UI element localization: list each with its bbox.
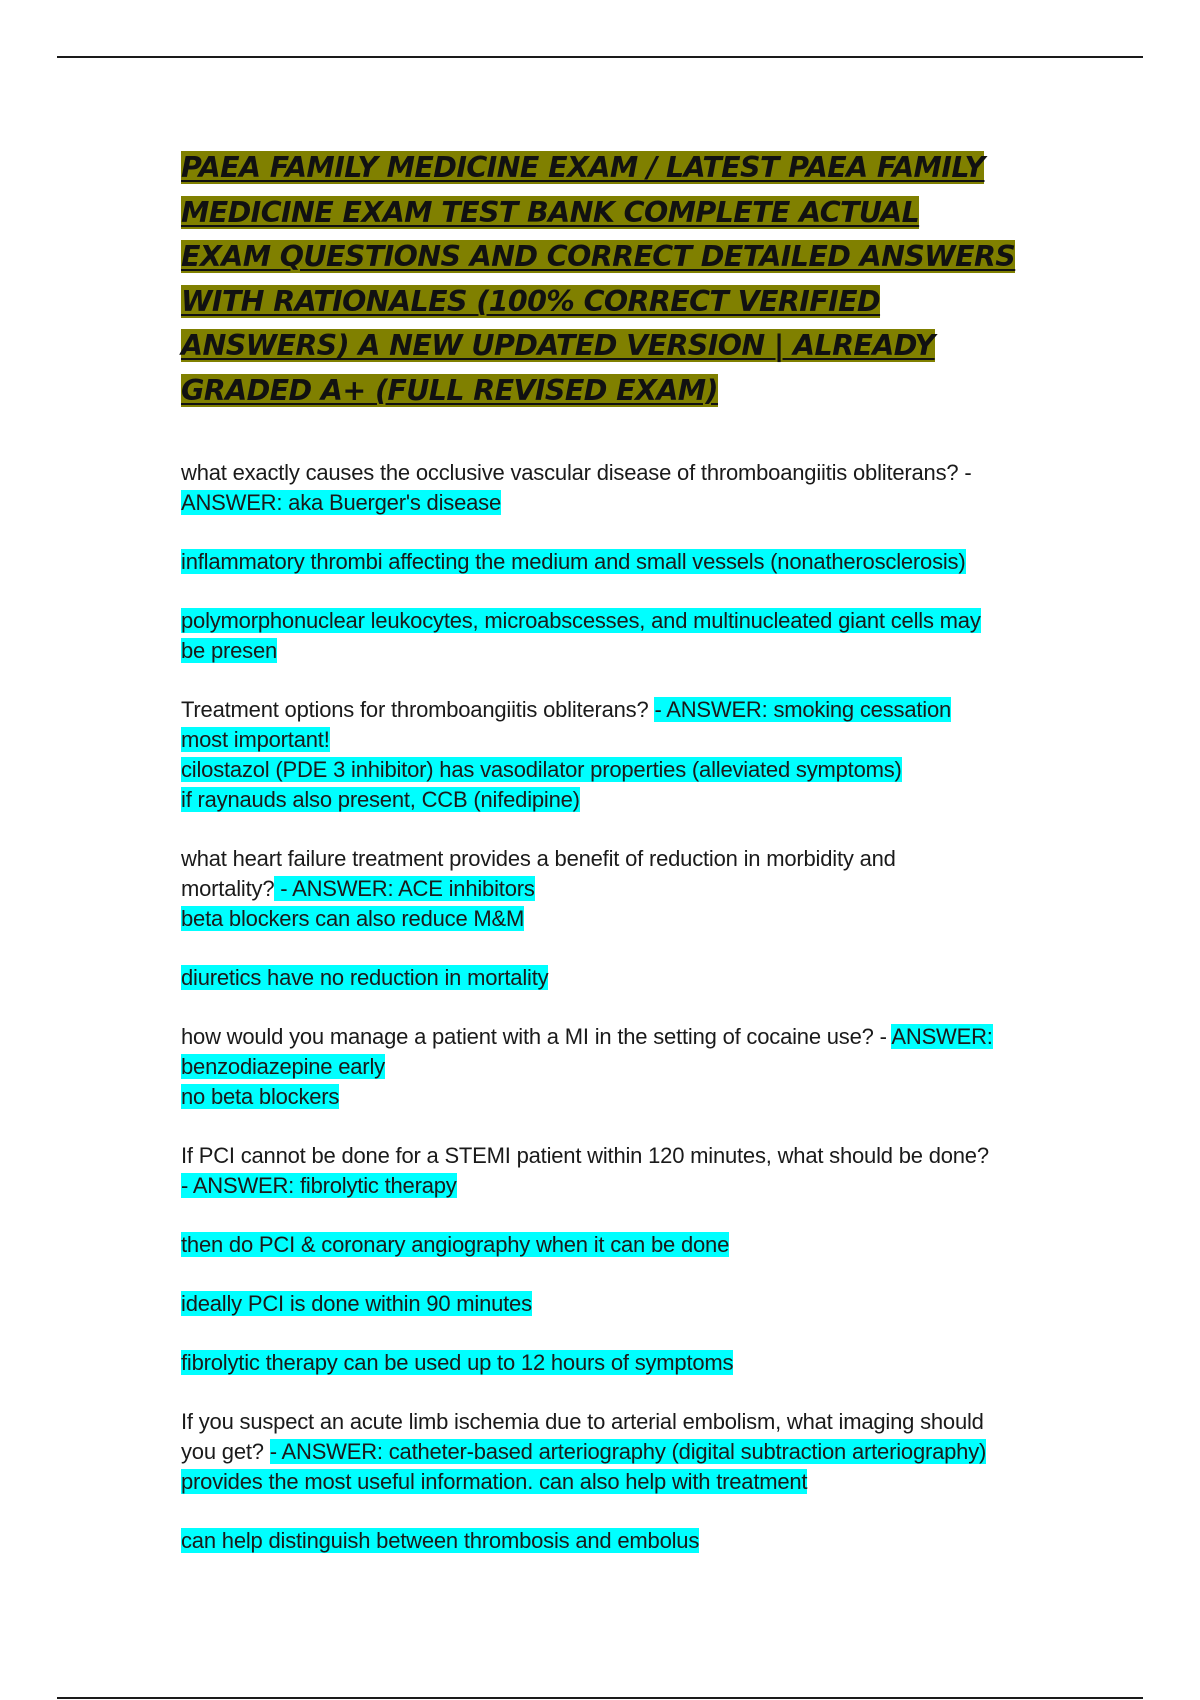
qa-block [181,1230,1016,1260]
text-line [181,1171,1016,1201]
document-title [181,146,1016,414]
answer-text: fibrolytic therapy can be used up to 12 hours of symptoms [181,1349,734,1375]
bottom-rule [57,1697,1143,1699]
answer-text: be presen [181,637,278,663]
answer-text: - ANSWER: ACE inhibitors [274,875,535,901]
question-text: If PCI cannot be done for a STEMI patient within 120 minutes, what should be done? [181,1142,989,1168]
text-line [181,1437,1016,1467]
text-line [181,547,1016,577]
qa-block [181,963,1016,993]
question-text: If you suspect an acute limb ischemia due to arterial embolism, what imaging should [181,1408,984,1434]
question-text: what heart failure treatment provides a benefit of reduction in morbidity and [181,845,896,871]
qa-block [181,1407,1016,1497]
question-text: Treatment options for thromboangiitis obliterans? [181,696,655,722]
question-text: you get? [181,1438,270,1464]
answer-text: provides the most useful information. can also help with treatment [181,1468,808,1494]
qa-block [181,1022,1016,1112]
qa-block [181,1141,1016,1201]
answer-text: - ANSWER: fibrolytic therapy [181,1172,457,1198]
answer-text: ANSWER: aka Buerger's disease [181,489,501,515]
question-text: how would you manage a patient with a MI in the setting of cocaine use? - [181,1023,892,1049]
qa-list [181,458,1016,1556]
text-line [181,725,1016,755]
answer-text: polymorphonuclear leukocytes, microabscesses, and multinucleated giant cells may [181,607,981,633]
answer-text: ideally PCI is done within 90 minutes [181,1290,532,1316]
qa-block [181,844,1016,934]
text-line [181,1526,1016,1556]
text-line [181,1467,1016,1497]
answer-text: ANSWER: [891,1023,993,1049]
answer-text: then do PCI & coronary angiography when it can be done [181,1231,730,1257]
text-line [181,1082,1016,1112]
qa-block [181,1289,1016,1319]
text-line [181,785,1016,815]
text-line [181,606,1016,636]
document-title-text: PAEA FAMILY MEDICINE EXAM / LATEST PAEA FAMILY MEDICINE EXAM TEST BANK COMPLETE ACTUAL EXAM QUESTIONS AND CORRECT DETAILED ANSWERS WITH RATIONALES (100% CORRECT VERIFIED ANSWERS) A NEW UPDATED VERSION | ALREADY GRADED A+ (FULL REVISED EXAM) [181,151,1016,407]
answer-text: - ANSWER: catheter-based arteriography (digital subtraction arteriography) [269,1438,987,1464]
qa-block [181,1348,1016,1378]
question-text: mortality? [181,875,275,901]
text-line [181,904,1016,934]
top-rule [57,56,1143,58]
answer-text: benzodiazepine early [181,1053,385,1079]
text-line [181,1230,1016,1260]
question-text: what exactly causes the occlusive vascular disease of thromboangiitis obliterans? - [181,459,972,485]
answer-text: beta blockers can also reduce M&M [181,905,525,931]
text-line [181,1052,1016,1082]
answer-text: most important! [181,726,330,752]
answer-text: diuretics have no reduction in mortality [181,964,549,990]
text-line [181,1141,1016,1171]
qa-block [181,1526,1016,1556]
text-line [181,458,1016,488]
qa-block [181,606,1016,666]
qa-block [181,547,1016,577]
qa-block [181,695,1016,815]
answer-text: no beta blockers [181,1083,340,1109]
text-line [181,963,1016,993]
text-line [181,755,1016,785]
qa-block [181,458,1016,518]
text-line [181,695,1016,725]
answer-text: inflammatory thrombi affecting the medium and small vessels (nonatherosclerosis) [181,548,966,574]
text-line [181,488,1016,518]
text-line [181,1407,1016,1437]
answer-text: can help distinguish between thrombosis and embolus [181,1527,700,1553]
answer-text: cilostazol (PDE 3 inhibitor) has vasodilator properties (alleviated symptoms) [181,756,902,782]
text-line [181,844,1016,874]
text-line [181,1348,1016,1378]
text-line [181,1289,1016,1319]
text-line [181,1022,1016,1052]
answer-text: - ANSWER: smoking cessation [654,696,952,722]
text-line [181,636,1016,666]
text-line [181,874,1016,904]
answer-text: if raynauds also present, CCB (nifedipine) [181,786,580,812]
document-body [181,146,1016,1585]
